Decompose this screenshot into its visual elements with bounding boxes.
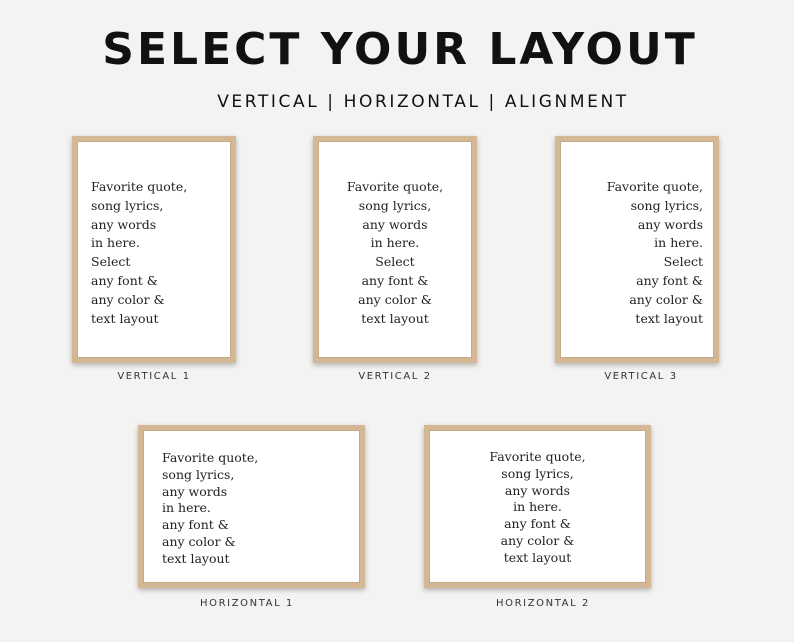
frame-text	[442, 449, 633, 567]
text-line: any color &	[629, 291, 703, 307]
text-line: Select	[375, 254, 415, 270]
text-line: Select	[91, 254, 131, 270]
frame-horizontal-2[interactable]	[424, 425, 651, 588]
caption-vertical-3: VERTICAL 3	[604, 371, 678, 382]
text-line: Favorite quote,	[489, 449, 586, 464]
frame-vertical-3[interactable]	[555, 136, 719, 363]
text-line: text layout	[635, 310, 703, 326]
caption-vertical-2: VERTICAL 2	[358, 371, 432, 382]
text-line: in here.	[162, 500, 211, 516]
frame-text	[570, 178, 703, 328]
page-subtitle: VERTICAL | HORIZONTAL | ALIGNMENT	[217, 92, 629, 112]
text-line: any color &	[162, 533, 236, 549]
text-line: any color &	[500, 532, 575, 548]
text-line: any font &	[162, 517, 229, 533]
text-line: Favorite quote,	[346, 179, 444, 194]
text-line: Select	[663, 254, 703, 270]
text-line: any font &	[361, 272, 429, 288]
frame-text	[324, 178, 466, 328]
text-line: song lyrics,	[162, 466, 235, 482]
frame-vertical-2[interactable]	[313, 136, 477, 363]
text-line: any words	[504, 482, 571, 498]
text-line: in here.	[91, 235, 140, 251]
frame-horizontal-1[interactable]	[138, 425, 365, 588]
frame-vertical-1[interactable]	[72, 136, 236, 363]
text-line: any words	[91, 216, 157, 232]
text-line: text layout	[361, 310, 429, 326]
text-line: Favorite quote,	[162, 450, 259, 465]
text-line: in here.	[370, 235, 420, 251]
text-line: in here.	[513, 499, 562, 515]
caption-horizontal-1: HORIZONTAL 1	[200, 598, 294, 609]
text-line: any words	[162, 483, 228, 499]
text-line: text layout	[91, 310, 159, 326]
caption-vertical-1: VERTICAL 1	[117, 371, 191, 382]
text-line: text layout	[503, 549, 572, 565]
frame-text	[162, 450, 312, 568]
caption-horizontal-2: HORIZONTAL 2	[496, 598, 590, 609]
text-line: any font &	[91, 272, 158, 288]
text-line: any font &	[504, 516, 571, 532]
text-line: song lyrics,	[630, 197, 703, 213]
frame-text	[91, 178, 221, 328]
text-line: Favorite quote,	[606, 179, 703, 194]
text-line: text layout	[162, 550, 230, 566]
text-line: any color &	[91, 291, 165, 307]
text-line: Favorite quote,	[91, 179, 188, 194]
page-title: SELECT YOUR LAYOUT	[102, 24, 698, 75]
text-line: any words	[362, 216, 428, 232]
text-line: any color &	[358, 291, 432, 307]
text-line: song lyrics,	[91, 197, 164, 213]
text-line: song lyrics,	[358, 197, 432, 213]
text-line: any words	[637, 216, 703, 232]
text-line: any font &	[636, 272, 703, 288]
text-line: in here.	[654, 235, 703, 251]
text-line: song lyrics,	[501, 465, 574, 481]
